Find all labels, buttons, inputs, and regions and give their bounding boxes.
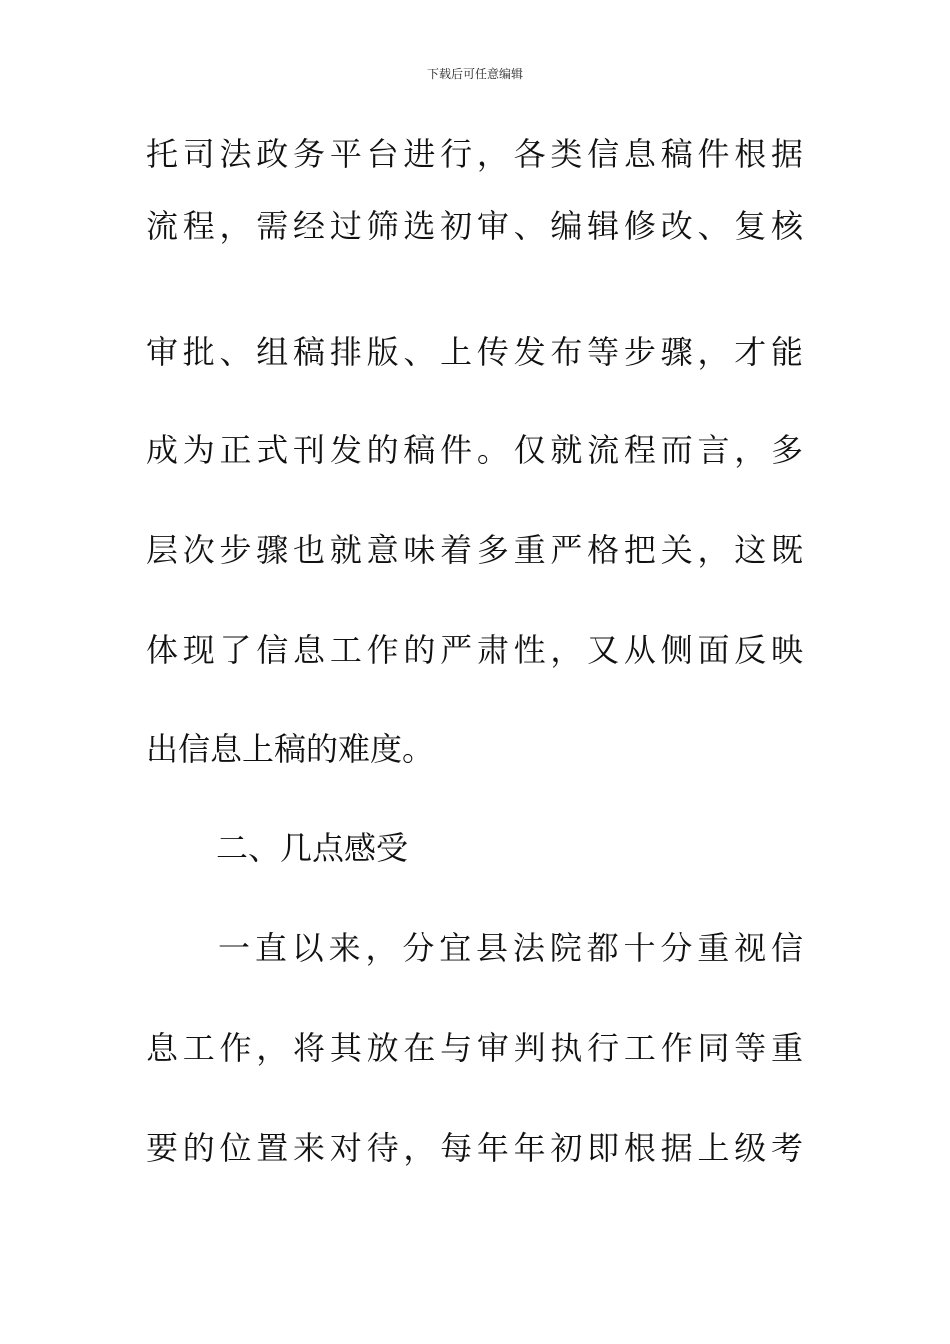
body-line-7: 出信息上稿的难度。 bbox=[146, 730, 435, 768]
body-line-9: 息工作，将其放在与审判执行工作同等重 bbox=[146, 1029, 803, 1067]
body-line-2: 流程，需经过筛选初审、编辑修改、复核 bbox=[146, 207, 803, 245]
body-line-10: 要的位置来对待，每年年初即根据上级考 bbox=[146, 1129, 803, 1167]
body-line-8: 一直以来，分宜县法院都十分重视信 bbox=[218, 929, 803, 967]
body-line-5: 层次步骤也就意味着多重严格把关，这既 bbox=[146, 531, 803, 569]
page-header: 下载后可任意编辑 bbox=[426, 67, 523, 81]
body-line-4: 成为正式刊发的稿件。仅就流程而言，多 bbox=[146, 431, 803, 469]
body-line-1: 托司法政务平台进行，各类信息稿件根据 bbox=[146, 135, 803, 173]
body-line-3: 审批、组稿排版、上传发布等步骤，才能 bbox=[146, 333, 803, 371]
section-heading: 二、几点感受 bbox=[216, 829, 409, 867]
body-line-6: 体现了信息工作的严肃性，又从侧面反映 bbox=[146, 631, 803, 669]
